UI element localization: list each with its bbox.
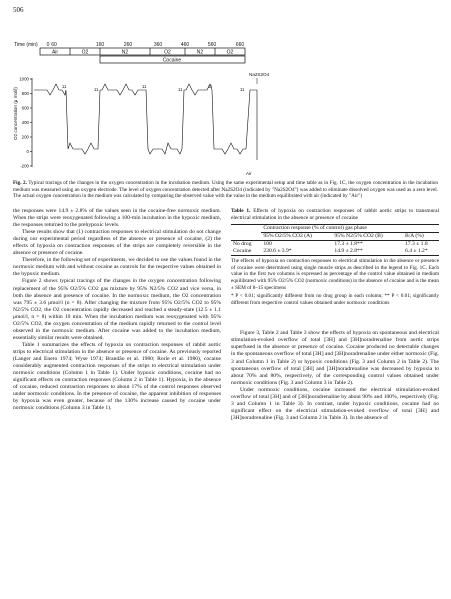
time-axis-title: Time (min) (14, 42, 38, 48)
time-tick-label: 560 (207, 42, 217, 48)
right-paragraph: Under normoxic conditions, cocaine increased the electrical stimulation-evoked overflow of total [3H] and of [3H]noradrenaline by about 90% and 100%, respectively (Fig. 3 and Column 1 in Table 3). In contrast, under hypoxic conditions, cocaine had no significant effect on the electrical stimulation-evoked overflow of total [3H] and [3H]noradrenaline (Fig. 3 and Column 2 in Table 3). In the absence of (231, 386, 439, 421)
time-tick-label: 60 (51, 42, 57, 48)
y-tick-label: 1000 (19, 76, 29, 82)
y-axis-label: O2 concentration (μ mol/l) (13, 87, 18, 140)
y-tick-label: 0 (26, 149, 29, 155)
right-paragraph: Figure 3, Table 2 and Table 3 show the effects of hypoxia on spontaneous and electrical stimulation-evoked overflow of total [3H] and [3H]noradrenaline from aortic strips superfused in the absence or presence of cocaine. Cocaine produced no detectable changes in the spontaneous overflow of total [3H] and [3H]noradrenaline under either normoxic (Fig. 3 and Column 1 in Table 2) or hypoxic conditions (Fig. 3 and Column 2 in Table 2). The spontaneous overflow of total [3H] and [3H]noradrenaline was decreased by hypoxia to about 70% and 80%, respectively, of the corresponding control values obtained under normoxic conditions (Fig. 3 and Column 3 in Table 2). (231, 330, 439, 386)
table-row: Cocaine 230.6 ± 3.9* 14.9 ± 2.8** 6.4 ± 1.2* (231, 248, 439, 256)
figure-2 (0, 0, 451, 180)
cocaine-label: Cocaine (162, 57, 182, 64)
na2s2o4-label: Na2S2O4 (249, 72, 270, 77)
air-label: Air (246, 171, 252, 176)
gas-bar-label: N2 (196, 49, 204, 56)
table-1-title: Table 1. Effects of hypoxia on contraction responses of rabbit aortic strips to transmural electrical stimulation in the absence or presence of cocaine (231, 208, 439, 221)
figure-caption (13, 180, 438, 200)
time-tick-label: 160 (95, 42, 105, 48)
gas-bar (40, 48, 245, 55)
col-a-header: 95% O2/5% CO2 (A) (263, 233, 312, 240)
left-column (13, 208, 221, 412)
y-tick-label: 400 (21, 120, 29, 126)
right-column (231, 208, 439, 422)
time-ticks (47, 42, 245, 48)
time-tick-label: 460 (180, 42, 190, 48)
gas-bar-label: O2 (164, 49, 171, 56)
table-1 (231, 224, 439, 256)
y-tick-label: -200 (20, 163, 29, 169)
time-tick-label: 0 (46, 42, 50, 48)
caption-label: Fig. 2. (13, 180, 27, 186)
page-number: 506 (13, 6, 24, 14)
y-ticks (19, 77, 32, 169)
table-header-span: Contraction response (% of control) gas phase (261, 225, 439, 233)
caption-text: Typical tracings of the changes in the oxygen concentration in the incubation medium. Using the same experimental setup and time table as in Fig. 1C, the oxygen concentration in the incubation medium was measured using an oxygen electrode. The level of oxygen concentration detected after Na2S2O4 (indicated by "Na2S2O4") was added to eliminate dissolved oxygen was used as a zero level. The actual oxygen concentration in the medium was calculated by comparing the observed value with the value in the medium equilibrated with air (indicated by "Air") (13, 180, 438, 200)
gas-bar-label: O2 (81, 49, 89, 56)
y-tick-label: 800 (21, 91, 29, 97)
trace-mark: 11 (178, 87, 183, 92)
trace-mark: 11 (94, 87, 99, 92)
time-tick-label: 360 (153, 42, 163, 48)
table-footnote-2: * P < 0.01; significantly different from no drug group in each column; ** P < 0.01; significantly different from respective control values obtained under normoxic conditions (231, 293, 439, 306)
trace-mark: 11 (208, 84, 213, 89)
left-paragraph: These results show that (1) contraction responses to electrical stimulation do not change during our experimental period regardless of the absence or presence of cocaine, (2) the effects of hypoxia on contraction responses of the strips are completely reversible in the absence or presence of cocaine. (13, 229, 221, 257)
gas-bar-label: N2 (121, 49, 129, 56)
oxygen-trace (34, 84, 257, 160)
table-footnote: The effects of hypoxia on contraction responses to electrical stimulation in the absence or presence of cocaine were determined using single muscle strips as described in the legend to Fig. 1C. Each value in the first two columns is expressed as percentage of the control value obtained in medium equilibrated with 95% O2/5% CO2 (normoxic conditions) in the absence of cocaine and is the mean ± SEM of 8–15 specimens (231, 258, 439, 291)
time-tick-label: 660 (235, 42, 245, 48)
trace-mark: 11 (142, 84, 147, 89)
col-b-header: 95% N2/5% CO2 (B) (334, 233, 383, 240)
trace-mark: 11 (62, 84, 67, 89)
left-paragraph: Therefore, in the following set of experiments, we decided to use the values found in the normoxic medium with and without cocaine as controls for the respective values obtained in the hypoxic medium. (13, 257, 221, 278)
gas-bar-cells (52, 48, 234, 56)
trace-break-marks (62, 84, 245, 92)
trace-mark: 11 (240, 87, 245, 92)
left-paragraph: Figure 2 shows typical tracings of the changes in the oxygen concentration following replacement of the 95% O2/5% CO2 gas mixture by 95% N2/5% CO2 and vice versa, in both the absence and presence of cocaine. In the normoxic medium, the O2 concentration was 795 ± 3.6 μmol/l (n = 8). After changing the mixture from 95% O2/5% CO2 to 95% N2/5% CO2, the O2 concentration rapidly decreased and reached a steady-state (12.5 ± 1.1 μmol/l, n = 8) within 10 min. When the incubation medium was reoxygenated with 95% O2/5% CO2, the oxygen concentration of the medium rapidly returned to the control level observed in the normoxic medium. After cocaine was added to the incubation medium, essentially similar results were obtained. (13, 278, 221, 341)
y-tick-label: 200 (21, 134, 29, 140)
col-ratio-header: B/A (%) (405, 233, 424, 240)
left-paragraph: the responses were 14.9 ± 2.8% of the values seen in the cocaine-free normoxic medium. When the strips were reoxygenated following a 100-min incubation in the hypoxic medium, the responses returned to the prehypoxic levels. (13, 208, 221, 229)
time-tick-label: 260 (123, 42, 133, 48)
y-tick-label: 600 (21, 105, 29, 111)
gas-bar-label: Air (51, 49, 59, 56)
left-paragraph: Table 1 summarizes the effects of hypoxia on contraction responses of rabbit aortic strips to electrical stimulation in the absence or presence of cocaine. As previously reported (Langer and Enero 1974; Wyse 1974; Brandão et al. 1980; Rorie et al. 1980), cocaine considerably augmented contraction responses of the strips to electrical stimulation under normoxic conditions (Column 1 in Table 1). Under hypoxic conditions, cocaine had no significant effects on contraction responses (Column 2 in Table 1). Hypoxia, in the absence of cocaine, reduced contraction responses to about 17% of the control responses observed under normoxic conditions. In the presence of cocaine, the apparent inhibition of responses by hypoxia was even greater, because of the 130% increase caused by cocaine under normoxic conditions (Column 3 in Table 1). (13, 341, 221, 412)
gas-bar-label: O2 (226, 49, 234, 56)
table-row: No drug 100 17.3 ± 1.8** 17.3 ± 1.8 (231, 241, 439, 249)
